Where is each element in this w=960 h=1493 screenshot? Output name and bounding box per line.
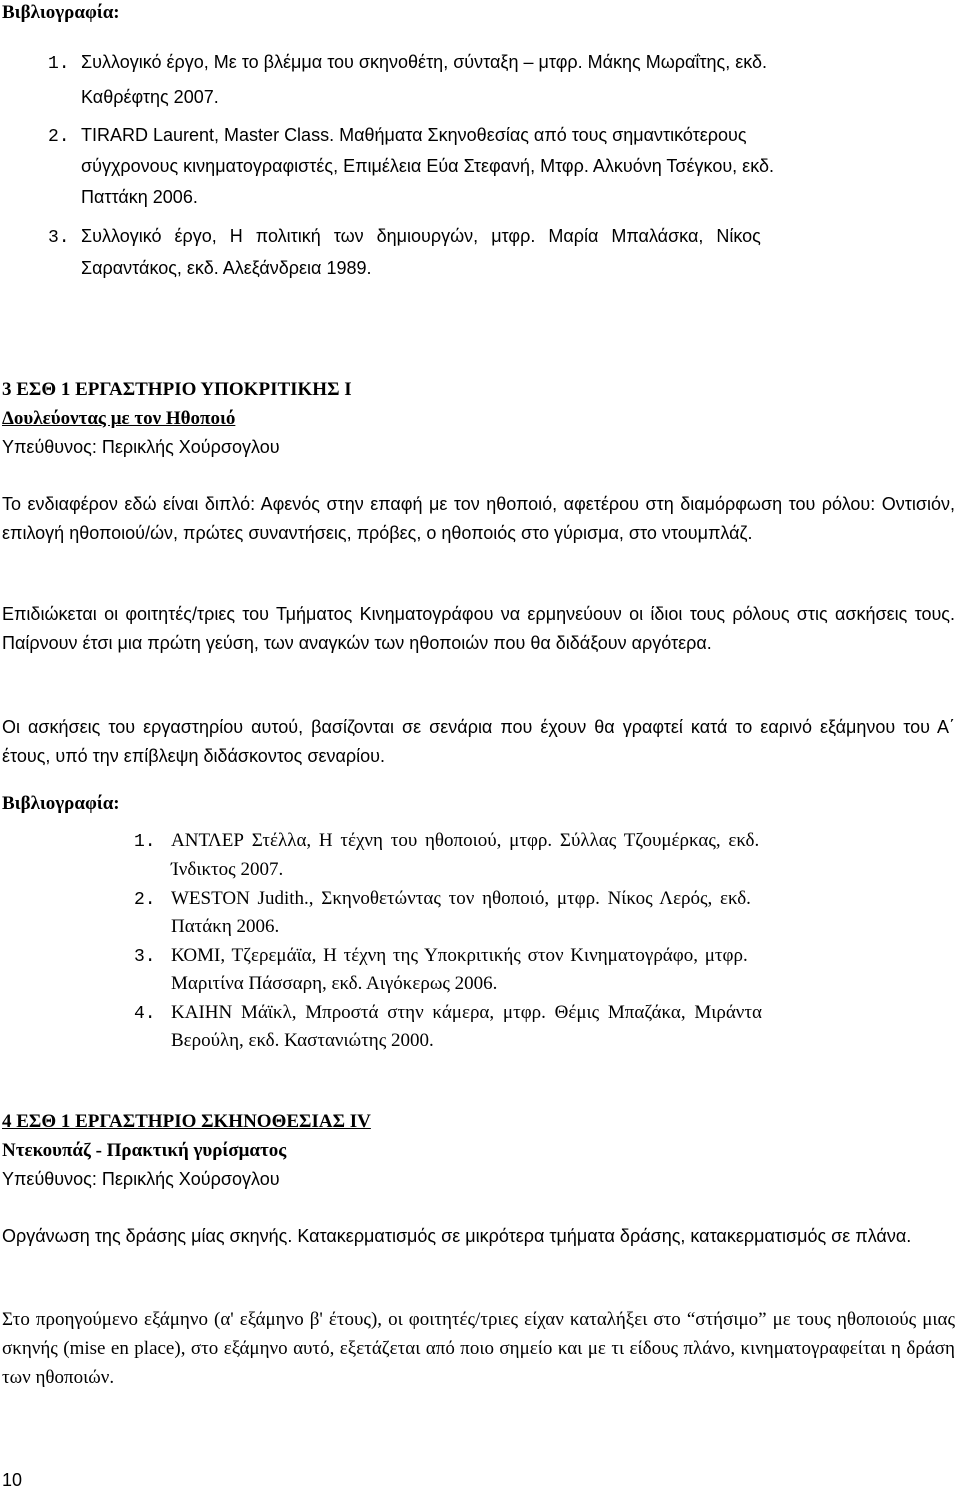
bib-entry-number: 2.	[134, 890, 156, 910]
course-responsible: Υπεύθυνος: Περικλής Χούρσογλου	[2, 1169, 280, 1189]
bib-entry-number: 1.	[134, 832, 156, 852]
bib-entry-line: σύγχρονους κινηματογραφιστές, Επιμέλεια Εύα Στεφανή, Μτφρ. Αλκυόνη Τσέγκου, εκδ.	[81, 156, 774, 176]
bib-entry-number: 3.	[134, 947, 156, 967]
bib-entry-line: ΚΟΜΙ, Τζερεμάϊα, Η τέχνη της Υποκριτικής στον Κινηματογράφο, μτφρ.	[171, 945, 748, 966]
bib-entry-line: WESTON Judith., Σκηνοθετώντας τον ηθοποιό, μτφρ. Νίκος Λερός, εκδ.	[171, 888, 751, 909]
paragraph: Στο προηγούμενο εξάμηνο (α' εξάμηνο β' έτους), οι φοιτητές/τριες είχαν καταλήξει στο “στήσιμο” με τους ηθοποιούς μιας σκηνής (mise en place), στο εξάμηνο αυτό, εξετάζεται από ποιο σημείο και με τι είδους πλάνο, κινηματογραφείται η δράση των ηθοποιών.	[2, 1309, 955, 1388]
bib-entry-line: ΚΑΙΗΝ Μάϊκλ, Μπροστά στην κάμερα, μτφρ. Θέμις Μπαζάκα, Μιράντα	[171, 1002, 762, 1023]
paragraph: Οργάνωση της δράσης μίας σκηνής. Κατακερματισμός σε μικρότερα τμήματα δράσης, κατακερματισμός σε πλάνα.	[2, 1226, 912, 1246]
bib-entry-text: Συλλογικό έργο, Με το βλέμμα του σκηνοθέτη, σύνταξη – μτφρ. Μάκης Μωραΐτης, εκδ.	[81, 52, 768, 72]
bib-entry	[48, 125, 70, 147]
paragraph: Επιδιώκεται οι φοιτητές/τριες του Τμήματος Κινηματογράφου να ερμηνεύουν οι ίδιοι τους ρόλους στις ασκήσεις τους. Παίρνουν έτσι μια πρώτη γεύση, των αναγκών των ηθοποιών που θα διδάξουν αργότερα.	[2, 604, 955, 653]
bib-entry-line: Παττάκη 2006.	[81, 187, 198, 207]
bib-entry-line	[81, 52, 955, 73]
bib-entry-number: 1.	[48, 54, 70, 74]
bib-entry-line: ΑΝΤΛΕΡ Στέλλα, Η τέχνη του ηθοποιού, μτφρ. Σύλλας Τζουμέρκας, εκδ.	[171, 830, 760, 851]
bib-entry-number: 4.	[134, 1004, 156, 1024]
bib-entry-line: TIRARD Laurent, Master Class. Μαθήματα Σκηνοθεσίας από τους σημαντικότερους	[81, 125, 747, 145]
bibliography-heading: Βιβλιογραφία:	[2, 793, 120, 814]
course-subtitle: Δουλεύοντας με τον Ηθοποιό	[2, 408, 236, 429]
bib-entry-line: Καθρέφτης 2007.	[81, 87, 219, 107]
course-responsible: Υπεύθυνος: Περικλής Χούρσογλου	[2, 437, 280, 457]
course-title: 4 ΕΣΘ 1 ΕΡΓΑΣΤΗΡΙΟ ΣΚΗΝΟΘΕΣΙΑΣ IV	[2, 1111, 371, 1132]
bib-entry-line: Βερούλη, εκδ. Καστανιώτης 2000.	[171, 1030, 434, 1051]
page-number: 10	[2, 1470, 23, 1490]
bib-entry-number: 2.	[48, 127, 70, 147]
bib-entry-number: 3.	[48, 228, 70, 248]
bibliography-heading: Βιβλιογραφία:	[2, 2, 120, 23]
bib-entry-line: Ίνδικτος 2007.	[171, 859, 284, 880]
course-subtitle: Ντεκουπάζ - Πρακτική γυρίσματος	[2, 1140, 287, 1161]
bib-entry	[48, 226, 70, 248]
paragraph: Το ενδιαφέρον εδώ είναι διπλό: Αφενός στην επαφή με τον ηθοποιό, αφετέρου στη διαμόρφωση του ρόλου: Οντισιόν, επιλογή ηθοποιού/ών, πρώτες συναντήσεις, πρόβες, ο ηθοποιός στο γύρισμα, στο ντουμπλάζ.	[2, 494, 955, 543]
paragraph: Οι ασκήσεις του εργαστηρίου αυτού, βασίζονται σε σενάρια που έχουν θα γραφτεί κατά το εαρινό εξάμηνου του Α΄ έτους, υπό την επίβλεψη διδάσκοντος σεναρίου.	[2, 717, 955, 766]
bib-entry-line: Σαραντάκος, εκδ. Αλεξάνδρεια 1989.	[81, 258, 372, 278]
bib-entry-line: Μαριτίνα Πάσσαρη, εκδ. Αιγόκερως 2006.	[171, 973, 498, 994]
course-title: 3 ΕΣΘ 1 ΕΡΓΑΣΤΗΡΙΟ ΥΠΟΚΡΙΤΙΚΗΣ Ι	[2, 379, 352, 400]
bib-entry-line: Συλλογικό έργο, Η πολιτική των δημιουργών, μτφρ. Μαρία Μπαλάσκα, Νίκος	[81, 226, 761, 246]
bib-entry	[48, 52, 70, 74]
bib-entry-line: Πατάκη 2006.	[171, 916, 280, 937]
